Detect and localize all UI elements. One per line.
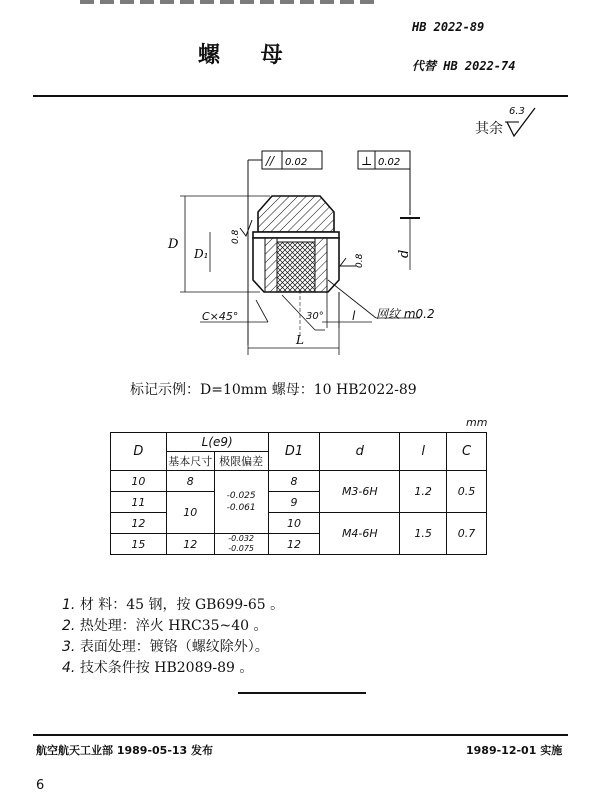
cell-c-b: 0.7 xyxy=(447,513,487,555)
footer-rule xyxy=(33,734,568,736)
perpendicular-tolerance-frame xyxy=(358,151,410,169)
note-text: 技术条件按 HB2089-89 。 xyxy=(79,660,254,676)
tol-b-lower: -0.075 xyxy=(228,544,255,553)
cell-D1: 10 xyxy=(268,513,320,534)
nut-section xyxy=(253,196,339,292)
dim-D-label: D xyxy=(168,237,179,252)
note-text: 材 料：45 钢，按 GB699-65 。 xyxy=(79,597,285,613)
col-header-L-basic: 基本尺寸 xyxy=(166,452,214,471)
cell-D: 15 xyxy=(111,534,167,555)
cell-L: 8 xyxy=(166,471,214,492)
svg-text://: // xyxy=(266,154,275,168)
col-header-D: D xyxy=(111,433,167,471)
col-header-d: d xyxy=(320,433,400,471)
cell-D1: 9 xyxy=(268,492,320,513)
col-header-L: L(e9) xyxy=(166,433,268,452)
cell-D: 12 xyxy=(111,513,167,534)
tol-a-upper: -0.025 xyxy=(226,491,256,501)
page-number: 6 xyxy=(36,778,45,793)
unit-label: mm xyxy=(466,416,488,429)
end-rule xyxy=(238,692,366,694)
cell-c-a: 0.5 xyxy=(447,471,487,513)
cell-l-a: 1.2 xyxy=(400,471,447,513)
svg-text:0.02: 0.02 xyxy=(378,157,401,168)
rough-left-label: 0.8 xyxy=(231,229,241,244)
cell-L-tol-b xyxy=(214,534,268,555)
top-partial-line xyxy=(80,0,380,4)
note-num: 4. xyxy=(62,660,76,676)
col-header-C: C xyxy=(447,433,487,471)
svg-text:0.02: 0.02 xyxy=(285,157,308,168)
cell-d-b: M4-6H xyxy=(320,513,400,555)
replaces-code: 代替 HB 2022-74 xyxy=(412,59,516,73)
note-text: 表面处理：镀铬（螺纹除外）。 xyxy=(79,639,269,655)
angle-label: 30° xyxy=(306,311,324,322)
col-header-D1: D1 xyxy=(268,433,320,471)
note-text: 热处理：淬火 HRC35~40 。 xyxy=(79,618,268,634)
col-header-L-tol: 极限偏差 xyxy=(214,452,268,471)
cell-L: 10 xyxy=(166,492,214,534)
roughness-note xyxy=(475,106,545,138)
svg-text:⊥: ⊥ xyxy=(361,154,373,168)
parallel-tolerance-frame xyxy=(262,151,322,169)
standard-code: HB 2022-89 xyxy=(412,20,485,34)
rough-right-label: 0.8 xyxy=(355,253,365,268)
roughness-prefix: 其余 xyxy=(475,121,503,137)
dim-d-label: d xyxy=(397,249,412,258)
dim-D1-label: D₁ xyxy=(194,247,209,261)
roughness-value: 6.3 xyxy=(509,106,525,117)
note-num: 2. xyxy=(62,618,76,634)
chamfer-label: C×45° xyxy=(202,310,239,323)
note-4 xyxy=(62,657,253,677)
dim-l-label: l xyxy=(352,309,356,323)
cell-l-b: 1.5 xyxy=(400,513,447,555)
note-3 xyxy=(62,636,269,656)
cell-D1: 8 xyxy=(268,471,320,492)
header-rule xyxy=(33,95,568,97)
cell-D: 10 xyxy=(111,471,167,492)
cell-L-tol-a xyxy=(214,471,268,534)
col-header-l: l xyxy=(400,433,447,471)
issue-info: 航空航天工业部 1989-05-13 发布 xyxy=(36,744,214,757)
effective-info: 1989-12-01 实施 xyxy=(466,744,563,757)
cell-D1: 12 xyxy=(268,534,320,555)
dim-L-label: L xyxy=(296,333,304,347)
cell-d-a: M3-6H xyxy=(320,471,400,513)
tol-b-upper: -0.032 xyxy=(228,534,255,543)
note-1 xyxy=(62,594,284,614)
table-row xyxy=(111,471,487,492)
nut-drawing xyxy=(150,140,450,365)
knurl-label: 网纹 m0.2 xyxy=(376,307,435,321)
note-num: 1. xyxy=(62,597,76,613)
cell-D: 11 xyxy=(111,492,167,513)
marking-example: 标记示例：D=10mm 螺母：10 HB2022-89 xyxy=(130,382,417,398)
tol-a-lower: -0.061 xyxy=(226,503,256,513)
page-title: 螺 母 xyxy=(198,42,285,68)
note-2 xyxy=(62,615,268,635)
cell-L: 12 xyxy=(166,534,214,555)
note-num: 3. xyxy=(62,639,76,655)
dimension-table xyxy=(110,432,487,555)
